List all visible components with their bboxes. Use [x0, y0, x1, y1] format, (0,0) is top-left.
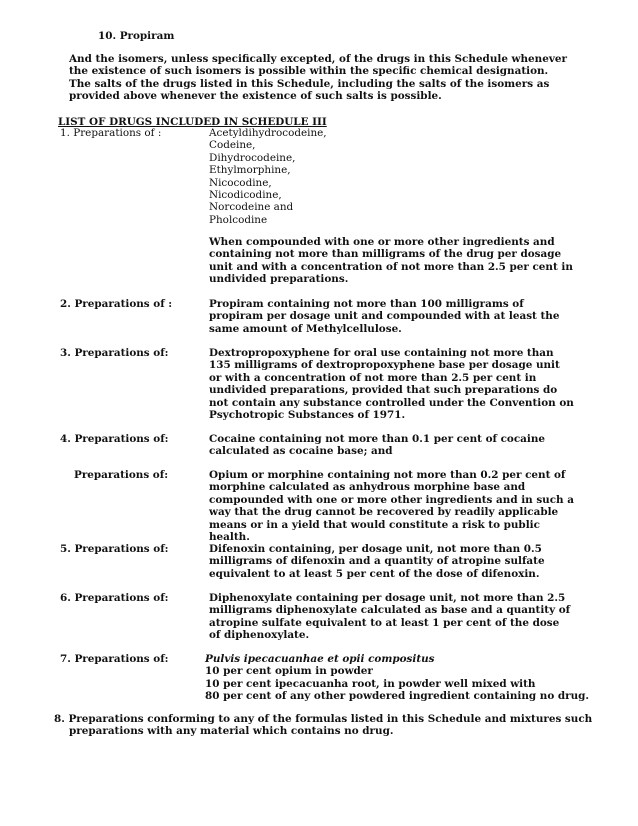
intro-paragraph [69, 53, 589, 103]
formula-line: 10 per cent opium in powder [205, 665, 373, 678]
list-title: LIST OF DRUGS INCLUDED IN SCHEDULE III [58, 116, 327, 128]
item-3-text [209, 347, 574, 421]
item-4-text [209, 433, 574, 458]
item-2-text [209, 298, 574, 335]
item-6-label: 6. Preparations of: [60, 592, 169, 604]
item-6-description: Diphenoxylate containing per dosage unit, not more than 2.5 milligrams diphenoxylate calculated as base and a quantity of atropine sulfate equivalent to at least 1 per cent of the dose of diphenoxylate. [209, 592, 571, 642]
drug-name: Acetyldihydrocodeine, [209, 127, 327, 139]
salts-clause: The salts of the drugs listed in this Schedule, including the salts of the isomers as provided above whenever the existence of such salts is possible. [69, 77, 550, 103]
item-8-line-1: 8. Preparations conforming to any of the formulas listed in this Schedule and mixtures such [54, 713, 593, 725]
drug-name: Codeine, [209, 139, 256, 152]
item-5-description: Difenoxin containing, per dosage unit, not more than 0.5 milligrams of difenoxin and a quantity of atropine sulfate equivalent to at least 5 per cent of the dose of difenoxin. [209, 543, 545, 580]
isomers-clause: And the isomers, unless specifically excepted, of the drugs in this Schedule whenever the existence of such isomers is possible within the specific chemical designation. [69, 53, 567, 78]
drug-name: Norcodeine and [209, 201, 294, 214]
item-3-label: 3. Preparations of: [60, 347, 169, 359]
formula-line: 10 per cent ipecacuanha root, in powder well mixed with [205, 677, 536, 690]
drug-name: Nicodicodine, [209, 188, 282, 201]
item-7-formula [205, 653, 590, 703]
item-1-drug-list [209, 127, 327, 226]
drug-name: Dihydrocodeine, [209, 151, 296, 164]
item-1-description: When compounded with one or more other ingredients and containing not more than milligrams of the drug per dosage unit and with a concentration of not more than 2.5 per cent in undivided preparations. [209, 236, 573, 286]
item-6-text [209, 592, 574, 642]
item-4b-description: Opium or morphine containing not more than 0.2 per cent of morphine calculated as anhydrous morphine base and compounded with one or more other ingredients and in such a way that the drug cannot be recovered by readily applicable means or in a yield that would constitute a risk to public health. [209, 469, 574, 544]
item-7-label: 7. Preparations of: [60, 653, 169, 665]
drug-name: Ethylmorphine, [209, 164, 291, 177]
item-4b-label: Preparations of: [74, 469, 169, 481]
item-8-text [54, 713, 594, 738]
item-4b-text [209, 469, 574, 543]
drug-name: Pholcodine [209, 213, 268, 226]
formula-line: 80 per cent of any other powdered ingredient containing no drug. [205, 690, 590, 703]
item-2-label: 2. Preparations of : [60, 298, 173, 310]
section-heading: 10. Propiram [98, 30, 175, 42]
item-1-text [209, 236, 574, 286]
drug-name: Nicocodine, [209, 176, 272, 189]
item-5-label: 5. Preparations of: [60, 543, 169, 555]
formula-name: Pulvis ipecacuanhae et opii compositus [205, 653, 435, 665]
item-2-description: Propiram containing not more than 100 milligrams of propiram per dosage unit and compounded with at least the same amount of Methylcellulose. [209, 298, 560, 335]
item-4-label: 4. Preparations of: [60, 433, 169, 445]
item-5-text [209, 543, 574, 580]
item-4-description: Cocaine containing not more than 0.1 per cent of cocaine calculated as cocaine base; and [209, 433, 546, 458]
item-1-label: 1. Preparations of : [60, 127, 162, 139]
item-8-line-2: preparations with any material which contains no drug. [69, 725, 394, 738]
item-3-description: Dextropropoxyphene for oral use containing not more than 135 milligrams of dextropropoxyphene base per dosage unit or with a concentration of not more than 2.5 per cent in undivided preparations, provided that such preparations do not contain any substance controlled under the Convention on Psychotropic Substances of 1971. [209, 347, 574, 422]
